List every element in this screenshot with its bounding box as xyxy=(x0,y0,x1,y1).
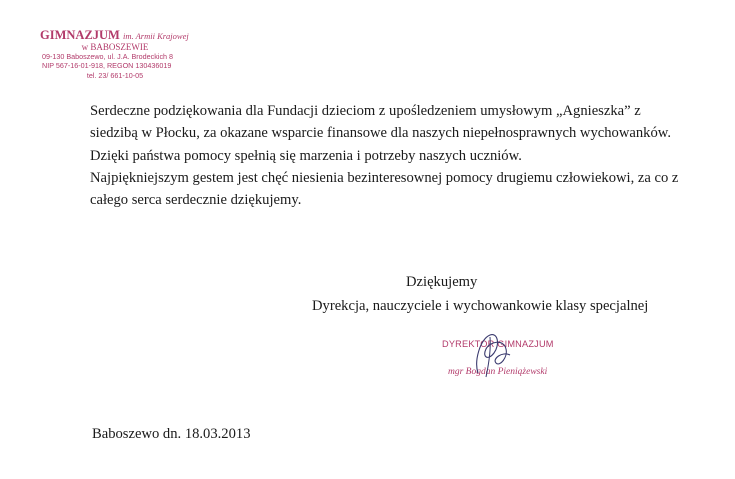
letter-paragraph-3: Najpiękniejszym gestem jest chęć niesienia bezinteresownej pomocy drugiemu człowiekowi, za co z całego serca serdecznie dziękujemy. xyxy=(90,169,679,209)
stamp-school-name: GIMNAZJUM xyxy=(40,28,120,42)
stamp-location: w BABOSZEWIE xyxy=(81,42,149,52)
signature-stamp-title: DYREKTOR GIMNAZJUM xyxy=(442,339,554,349)
place-and-date: Baboszewo dn. 18.03.2013 xyxy=(92,426,251,442)
director-signature-stamp xyxy=(420,327,595,385)
letter-paragraph-1: Serdeczne podziękowania dla Fundacji dzieciom z upośledzeniem umysłowym „Agnieszka” z siedzibą w Płocku, za okazane wsparcie finansowe dla naszych niepełnosprawnych wychowanków. xyxy=(90,103,671,142)
letter-body xyxy=(90,100,680,211)
closing-thanks: Dziękujemy xyxy=(406,274,478,290)
signature-stamp-name: mgr Bogdan Pieniążewski xyxy=(448,367,548,377)
stamp-patron: im. Armii Krajowej xyxy=(122,31,189,41)
school-header-stamp xyxy=(40,28,190,80)
stamp-phone: tel. 23/ 661-10-05 xyxy=(86,70,144,80)
handwritten-signature xyxy=(460,327,530,385)
letter-paragraph-2: Dzięki państwa pomocy spełnią się marzenia i potrzeby naszych uczniów. xyxy=(90,147,522,164)
stamp-ids: NIP 567-16-01-918, REGON 130436019 xyxy=(42,61,172,71)
closing-signatories: Dyrekcja, nauczyciele i wychowankowie klasy specjalnej xyxy=(312,298,649,314)
stamp-address: 09-130 Baboszewo, ul. J.A. Brodeckich 8 xyxy=(42,52,174,61)
